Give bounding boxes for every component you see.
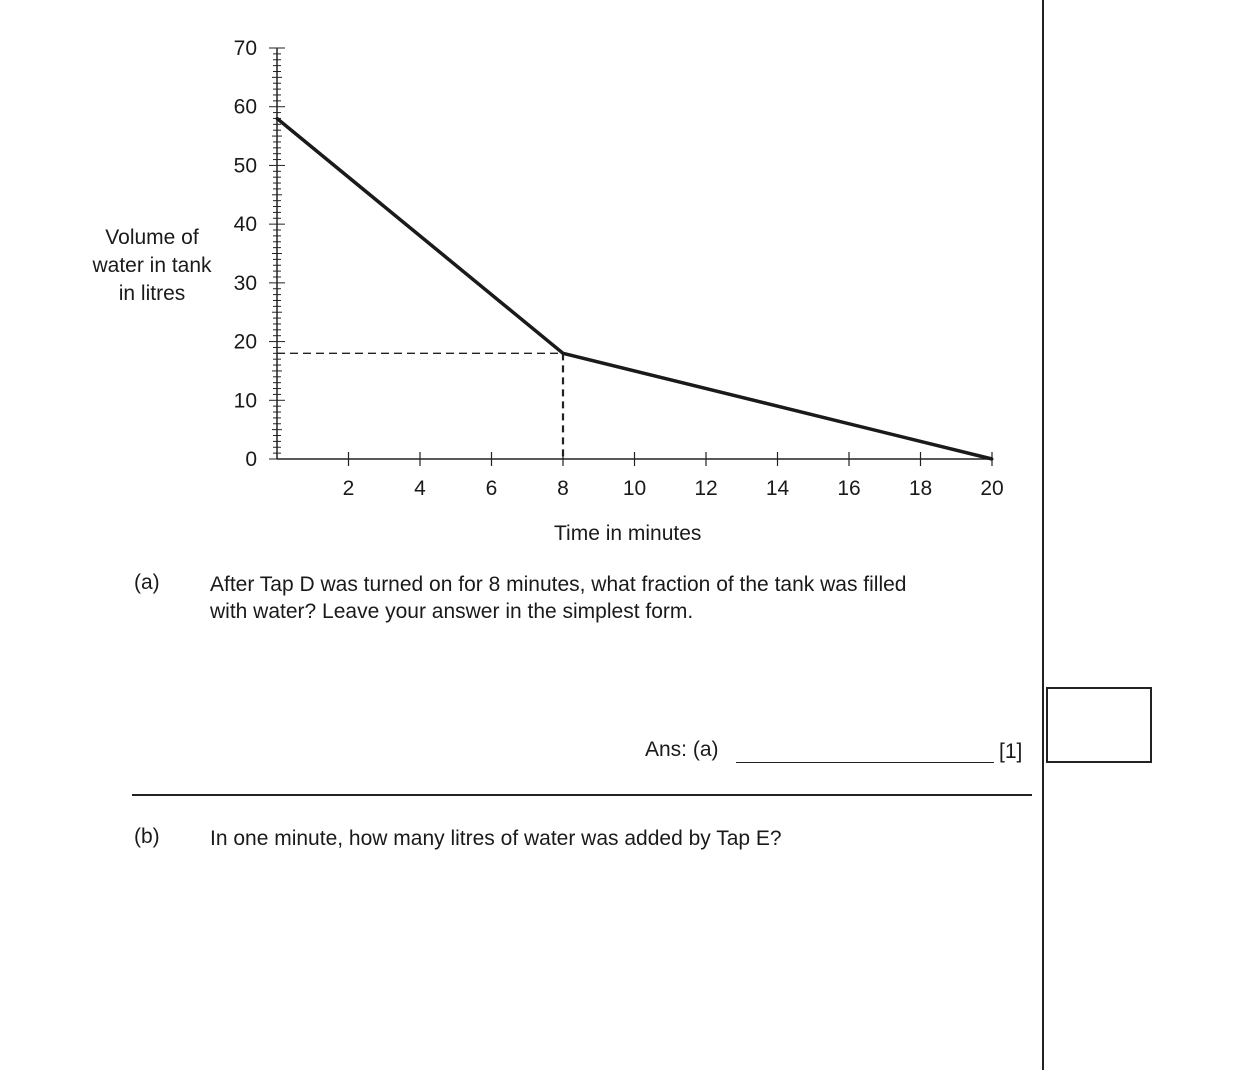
x-tick-label: 10: [622, 477, 647, 500]
section-divider: [132, 794, 1032, 796]
x-tick-label: 18: [908, 477, 933, 500]
x-tick-label: 20: [980, 477, 1004, 500]
question-a-label: (a): [134, 571, 160, 594]
x-tick-label: 8: [557, 477, 569, 500]
y-tick-label: 60: [233, 95, 257, 119]
y-tick-label: 70: [233, 37, 257, 60]
x-tick-label: 4: [414, 477, 426, 500]
data-point: [562, 352, 565, 355]
y-axis: [234, 37, 285, 471]
answer-a-label: Ans: (a): [645, 738, 719, 761]
y-axis-title-line-3: in litres: [118, 282, 186, 305]
marks-a: [1]: [999, 740, 1023, 763]
series-group: [276, 117, 994, 461]
y-tick-label: 40: [233, 213, 257, 237]
y-tick-label: 20: [233, 330, 257, 354]
x-tick-label: 6: [485, 477, 498, 500]
x-tick-label: 12: [694, 477, 718, 500]
y-tick-label: 0: [245, 448, 257, 471]
x-axis: [277, 452, 1004, 500]
question-b-text: In one minute, how many litres of water was added by Tap E?: [210, 827, 782, 850]
x-tick-label: 14: [765, 477, 790, 500]
question-a-text-line-2: with water? Leave your answer in the simplest form.: [210, 600, 694, 623]
reference-lines: [277, 353, 563, 459]
y-tick-label: 30: [233, 271, 257, 295]
series-line: [277, 118, 992, 459]
x-tick-label: 2: [342, 477, 355, 500]
y-tick-label: 10: [233, 389, 257, 413]
y-axis-title-line-1: Volume of: [105, 226, 199, 249]
margin-line: [1042, 0, 1044, 1070]
data-point: [991, 458, 994, 461]
question-b-label: (b): [134, 825, 160, 848]
data-point: [276, 117, 279, 120]
x-axis-title: Time in minutes: [554, 522, 702, 545]
y-axis-title-line-2: water in tank: [92, 254, 212, 277]
marks-box-a[interactable]: [1046, 687, 1152, 763]
y-tick-label: 50: [233, 154, 257, 178]
x-tick-label: 16: [837, 477, 861, 500]
question-a-text-line-1: After Tap D was turned on for 8 minutes, what fraction of the tank was filled: [210, 573, 907, 596]
answer-a-line[interactable]: [736, 762, 994, 763]
